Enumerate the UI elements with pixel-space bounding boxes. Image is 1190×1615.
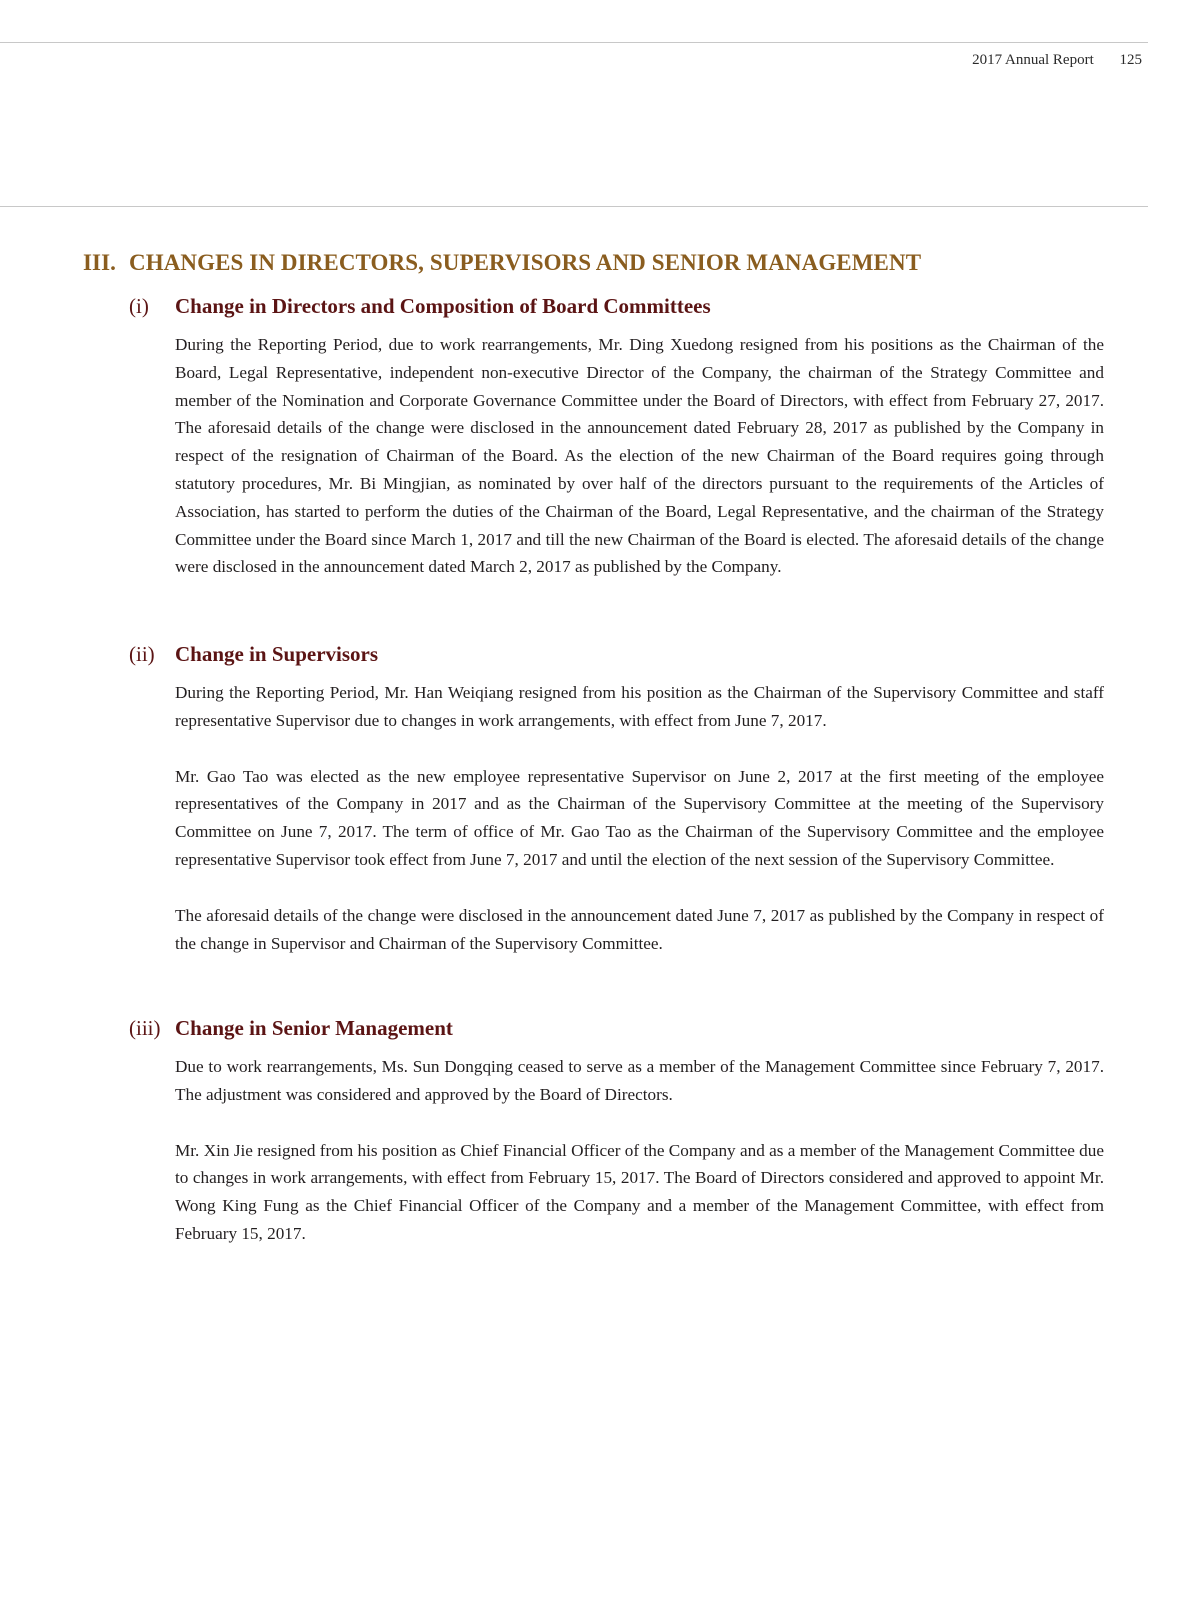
- section-title: CHANGES IN DIRECTORS, SUPERVISORS AND SENIOR MANAGEMENT: [129, 250, 922, 275]
- body-paragraph: Mr. Xin Jie resigned from his position as Chief Financial Officer of the Company and as a member of the Management Committee due to changes in work arrangements, with effect from February 15, 2017. The Board of Directors considered and approved to appoint Mr. Wong King Fung as the Chief Financial Officer of the Company and a member of the Management Committee, with effect from February 15, 2017.: [175, 1140, 1104, 1243]
- subsection-supervisors: [129, 640, 1104, 957]
- subsection-directors: [129, 292, 1104, 581]
- header-rule: [0, 42, 1148, 43]
- subsection-title: Change in Senior Management: [175, 1016, 453, 1040]
- subsection-number: (iii): [129, 1016, 161, 1040]
- page-number: 125: [1119, 52, 1142, 68]
- section-heading: [83, 250, 921, 276]
- body-paragraph: The aforesaid details of the change were disclosed in the announcement dated June 7, 2017 as published by the Company in respect of the change in Supervisor and Chairman of the Supervisory Committee.: [175, 905, 1104, 953]
- subsection-title: Change in Supervisors: [175, 642, 379, 666]
- body-paragraph: Due to work rearrangements, Ms. Sun Dongqing ceased to serve as a member of the Management Committee since February 7, 2017. The adjustment was considered and approved by the Board of Directors.: [175, 1057, 1104, 1104]
- section-number: III.: [83, 250, 117, 275]
- subsection-heading: [129, 640, 1099, 668]
- subsection-heading: [129, 1014, 1099, 1042]
- subsection-heading: [129, 292, 1099, 320]
- subsection-title: Change in Directors and Composition of Board Committees: [175, 294, 711, 318]
- subsection-number: (i): [129, 294, 149, 318]
- body-paragraph: During the Reporting Period, due to work rearrangements, Mr. Ding Xuedong resigned from his positions as the Chairman of the Board, Legal Representative, independent non-executive Director of the Company, the chairman of the Strategy Committee and member of the Nomination and Corporate Governance Committee under the Board of Directors, with effect from February 27, 2017. The aforesaid details of the change were disclosed in the announcement dated February 28, 2017 as published by the Company in respect of the resignation of Chairman of the Board. As the election of the new Chairman of the Board requires going through statutory procedures, Mr. Bi Mingjian, as nominated by over half of the directors pursuant to the requirements of the Articles of Association, has started to perform the duties of the Chairman of the Board, Legal Representative, and the chairman of the Strategy Committee under the Board since March 1, 2017 and till the new Chairman of the Board is elected. The aforesaid details of the change were disclosed in the announcement dated March 2, 2017 as published by the Company.: [175, 335, 1104, 577]
- running-header: [972, 52, 1142, 69]
- report-title: 2017 Annual Report: [972, 52, 1094, 68]
- subsection-number: (ii): [129, 642, 155, 666]
- subsection-senior-management: [129, 1014, 1104, 1248]
- body-paragraph: During the Reporting Period, Mr. Han Weiqiang resigned from his position as the Chairman of the Supervisory Committee and staff representative Supervisor due to changes in work arrangements, with effect from June 7, 2017.: [175, 683, 1104, 730]
- content-divider-rule: [0, 206, 1148, 207]
- body-paragraph: Mr. Gao Tao was elected as the new employee representative Supervisor on June 2, 2017 at the first meeting of the employee representatives of the Company in 2017 and as the Chairman of the Supervisory Committee at the meeting of the Supervisory Committee on June 7, 2017. The term of office of Mr. Gao Tao as the Chairman of the Supervisory Committee and the employee representative Supervisor took effect from June 7, 2017 and until the election of the next session of the Supervisory Committee.: [175, 766, 1104, 869]
